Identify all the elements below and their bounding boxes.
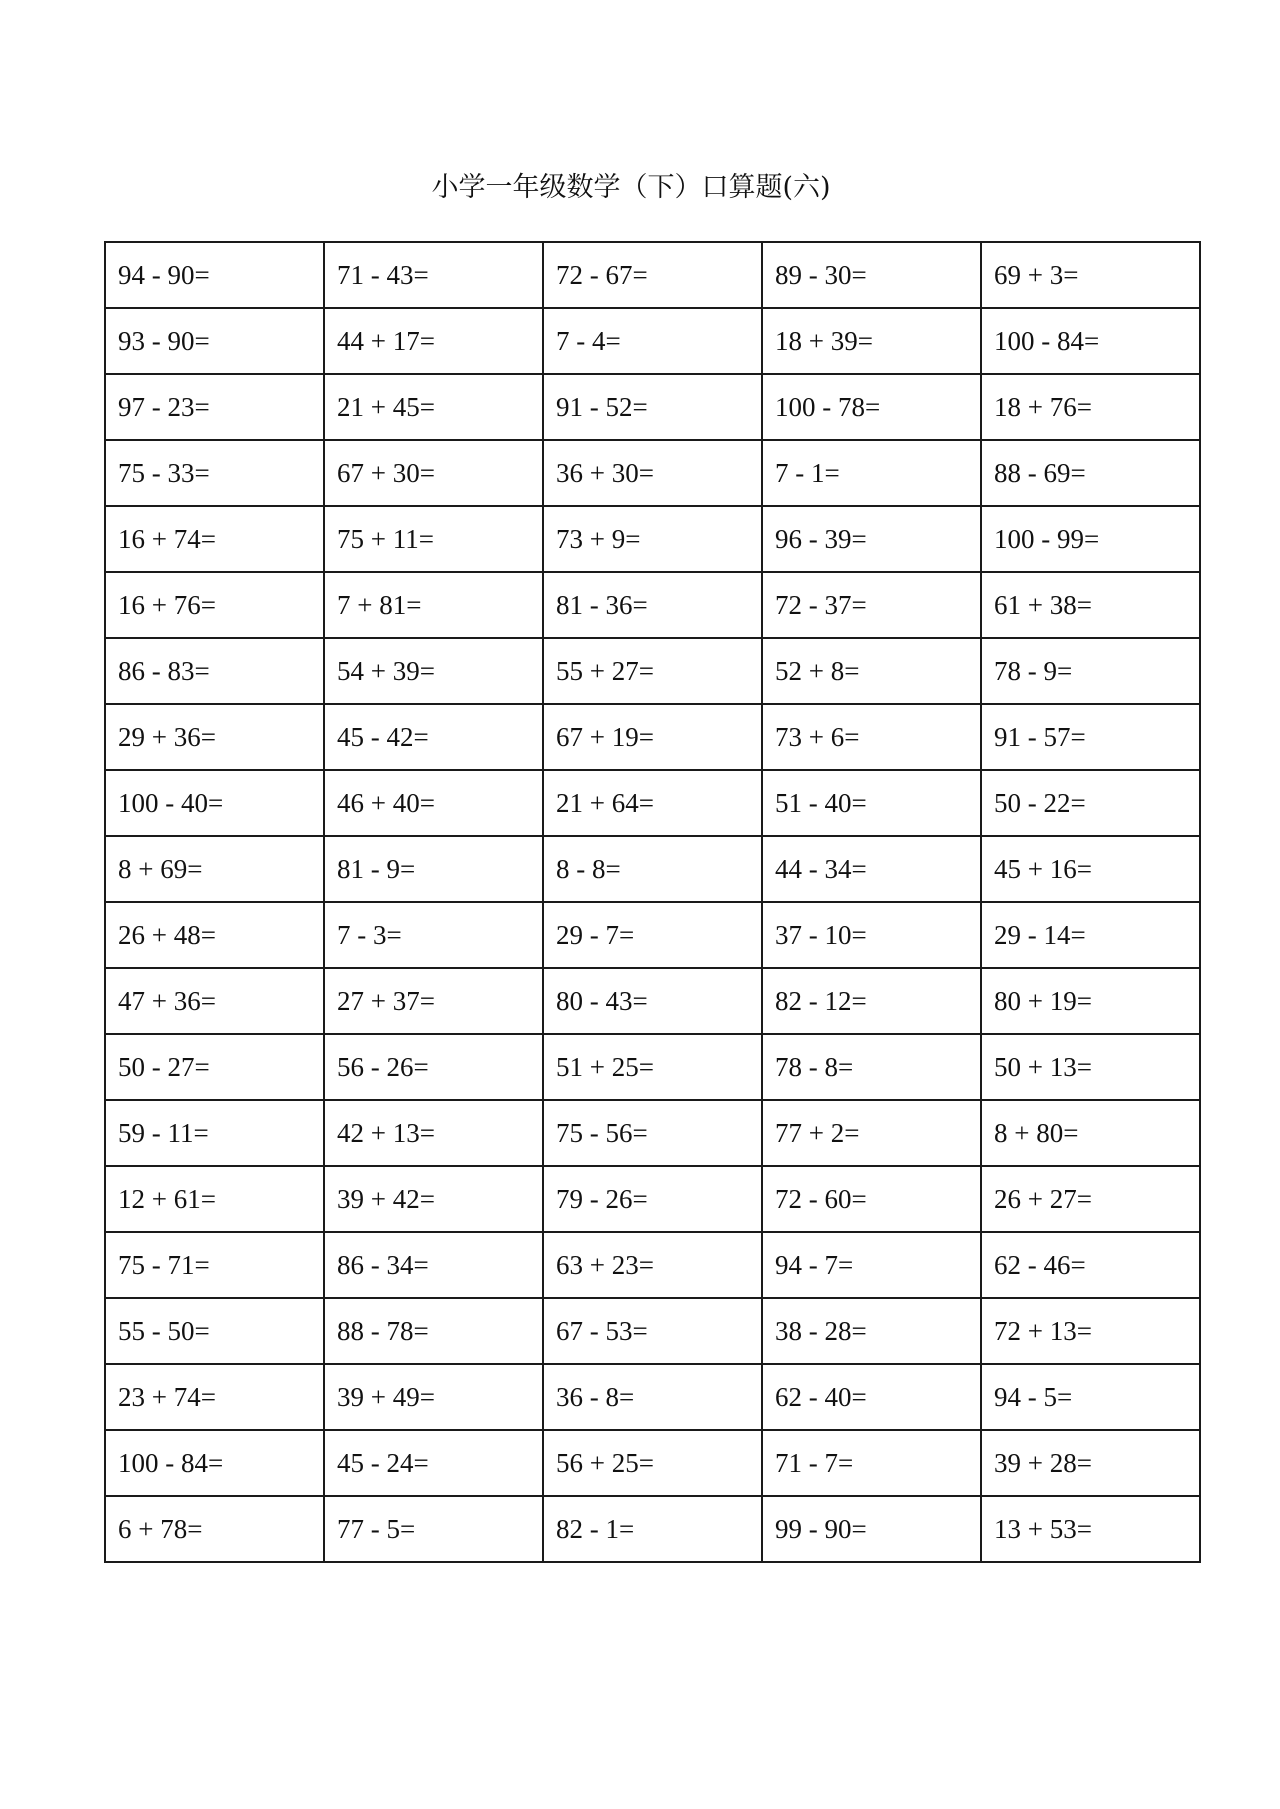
problem-cell: 75 - 56= [543,1100,762,1166]
problem-cell: 51 - 40= [762,770,981,836]
problem-cell: 77 + 2= [762,1100,981,1166]
problem-cell: 18 + 76= [981,374,1200,440]
problem-cell: 8 + 80= [981,1100,1200,1166]
problem-cell: 51 + 25= [543,1034,762,1100]
problem-cell: 78 - 8= [762,1034,981,1100]
table-row [105,1364,1200,1430]
problem-cell: 36 + 30= [543,440,762,506]
problem-cell: 62 - 40= [762,1364,981,1430]
problem-cell: 63 + 23= [543,1232,762,1298]
problem-cell: 67 + 19= [543,704,762,770]
problem-cell: 47 + 36= [105,968,324,1034]
problem-cell: 88 - 78= [324,1298,543,1364]
problem-cell: 91 - 57= [981,704,1200,770]
problem-cell: 91 - 52= [543,374,762,440]
problem-cell: 88 - 69= [981,440,1200,506]
problem-cell: 79 - 26= [543,1166,762,1232]
table-row [105,242,1200,308]
table-row [105,902,1200,968]
problem-cell: 8 + 69= [105,836,324,902]
problem-table-body [105,242,1200,1562]
problem-cell: 94 - 90= [105,242,324,308]
problem-cell: 50 - 22= [981,770,1200,836]
problem-cell: 50 + 13= [981,1034,1200,1100]
problem-cell: 26 + 48= [105,902,324,968]
arithmetic-problem-table [104,241,1201,1563]
problem-cell: 97 - 23= [105,374,324,440]
table-row [105,836,1200,902]
problem-cell: 12 + 61= [105,1166,324,1232]
table-row [105,1298,1200,1364]
problem-cell: 44 + 17= [324,308,543,374]
problem-cell: 45 - 24= [324,1430,543,1496]
table-row [105,308,1200,374]
problem-cell: 54 + 39= [324,638,543,704]
problem-cell: 100 - 78= [762,374,981,440]
problem-cell: 71 - 43= [324,242,543,308]
problem-cell: 56 + 25= [543,1430,762,1496]
problem-cell: 93 - 90= [105,308,324,374]
problem-cell: 73 + 6= [762,704,981,770]
problem-cell: 8 - 8= [543,836,762,902]
problem-cell: 42 + 13= [324,1100,543,1166]
problem-cell: 94 - 5= [981,1364,1200,1430]
problem-cell: 75 + 11= [324,506,543,572]
table-row [105,1496,1200,1562]
problem-cell: 81 - 9= [324,836,543,902]
problem-cell: 21 + 45= [324,374,543,440]
problem-cell: 72 - 60= [762,1166,981,1232]
problem-cell: 100 - 84= [981,308,1200,374]
problem-cell: 80 - 43= [543,968,762,1034]
problem-cell: 72 + 13= [981,1298,1200,1364]
problem-cell: 46 + 40= [324,770,543,836]
problem-cell: 38 - 28= [762,1298,981,1364]
table-row [105,638,1200,704]
problem-cell: 96 - 39= [762,506,981,572]
problem-cell: 72 - 37= [762,572,981,638]
problem-cell: 78 - 9= [981,638,1200,704]
problem-cell: 100 - 99= [981,506,1200,572]
table-row [105,374,1200,440]
problem-cell: 45 - 42= [324,704,543,770]
problem-cell: 75 - 33= [105,440,324,506]
problem-cell: 13 + 53= [981,1496,1200,1562]
problem-cell: 62 - 46= [981,1232,1200,1298]
table-row [105,704,1200,770]
problem-cell: 99 - 90= [762,1496,981,1562]
problem-cell: 100 - 40= [105,770,324,836]
problem-cell: 69 + 3= [981,242,1200,308]
problem-cell: 72 - 67= [543,242,762,308]
table-row [105,1430,1200,1496]
problem-cell: 18 + 39= [762,308,981,374]
problem-cell: 21 + 64= [543,770,762,836]
problem-cell: 39 + 49= [324,1364,543,1430]
problem-cell: 56 - 26= [324,1034,543,1100]
problem-cell: 86 - 83= [105,638,324,704]
table-row [105,1034,1200,1100]
problem-cell: 100 - 84= [105,1430,324,1496]
problem-cell: 94 - 7= [762,1232,981,1298]
problem-cell: 73 + 9= [543,506,762,572]
problem-cell: 67 - 53= [543,1298,762,1364]
table-row [105,770,1200,836]
table-row [105,1232,1200,1298]
problem-cell: 29 - 14= [981,902,1200,968]
problem-cell: 44 - 34= [762,836,981,902]
problem-cell: 16 + 76= [105,572,324,638]
problem-cell: 52 + 8= [762,638,981,704]
problem-cell: 23 + 74= [105,1364,324,1430]
problem-cell: 7 - 4= [543,308,762,374]
table-row [105,506,1200,572]
problem-cell: 82 - 12= [762,968,981,1034]
table-row [105,440,1200,506]
problem-cell: 16 + 74= [105,506,324,572]
problem-cell: 71 - 7= [762,1430,981,1496]
table-row [105,572,1200,638]
problem-cell: 45 + 16= [981,836,1200,902]
problem-cell: 7 - 3= [324,902,543,968]
problem-cell: 29 - 7= [543,902,762,968]
problem-cell: 50 - 27= [105,1034,324,1100]
problem-cell: 89 - 30= [762,242,981,308]
problem-cell: 39 + 42= [324,1166,543,1232]
problem-cell: 80 + 19= [981,968,1200,1034]
problem-cell: 6 + 78= [105,1496,324,1562]
problem-cell: 55 + 27= [543,638,762,704]
problem-cell: 81 - 36= [543,572,762,638]
problem-cell: 29 + 36= [105,704,324,770]
problem-cell: 77 - 5= [324,1496,543,1562]
table-row [105,1100,1200,1166]
problem-cell: 75 - 71= [105,1232,324,1298]
problem-cell: 86 - 34= [324,1232,543,1298]
problem-cell: 26 + 27= [981,1166,1200,1232]
table-row [105,968,1200,1034]
problem-cell: 37 - 10= [762,902,981,968]
problem-cell: 39 + 28= [981,1430,1200,1496]
problem-cell: 36 - 8= [543,1364,762,1430]
table-row [105,1166,1200,1232]
problem-cell: 7 - 1= [762,440,981,506]
problem-cell: 55 - 50= [105,1298,324,1364]
problem-cell: 27 + 37= [324,968,543,1034]
problem-cell: 59 - 11= [105,1100,324,1166]
worksheet-title: 小学一年级数学（下）口算题(六) [431,172,831,203]
problem-cell: 61 + 38= [981,572,1200,638]
problem-cell: 67 + 30= [324,440,543,506]
problem-cell: 7 + 81= [324,572,543,638]
problem-cell: 82 - 1= [543,1496,762,1562]
